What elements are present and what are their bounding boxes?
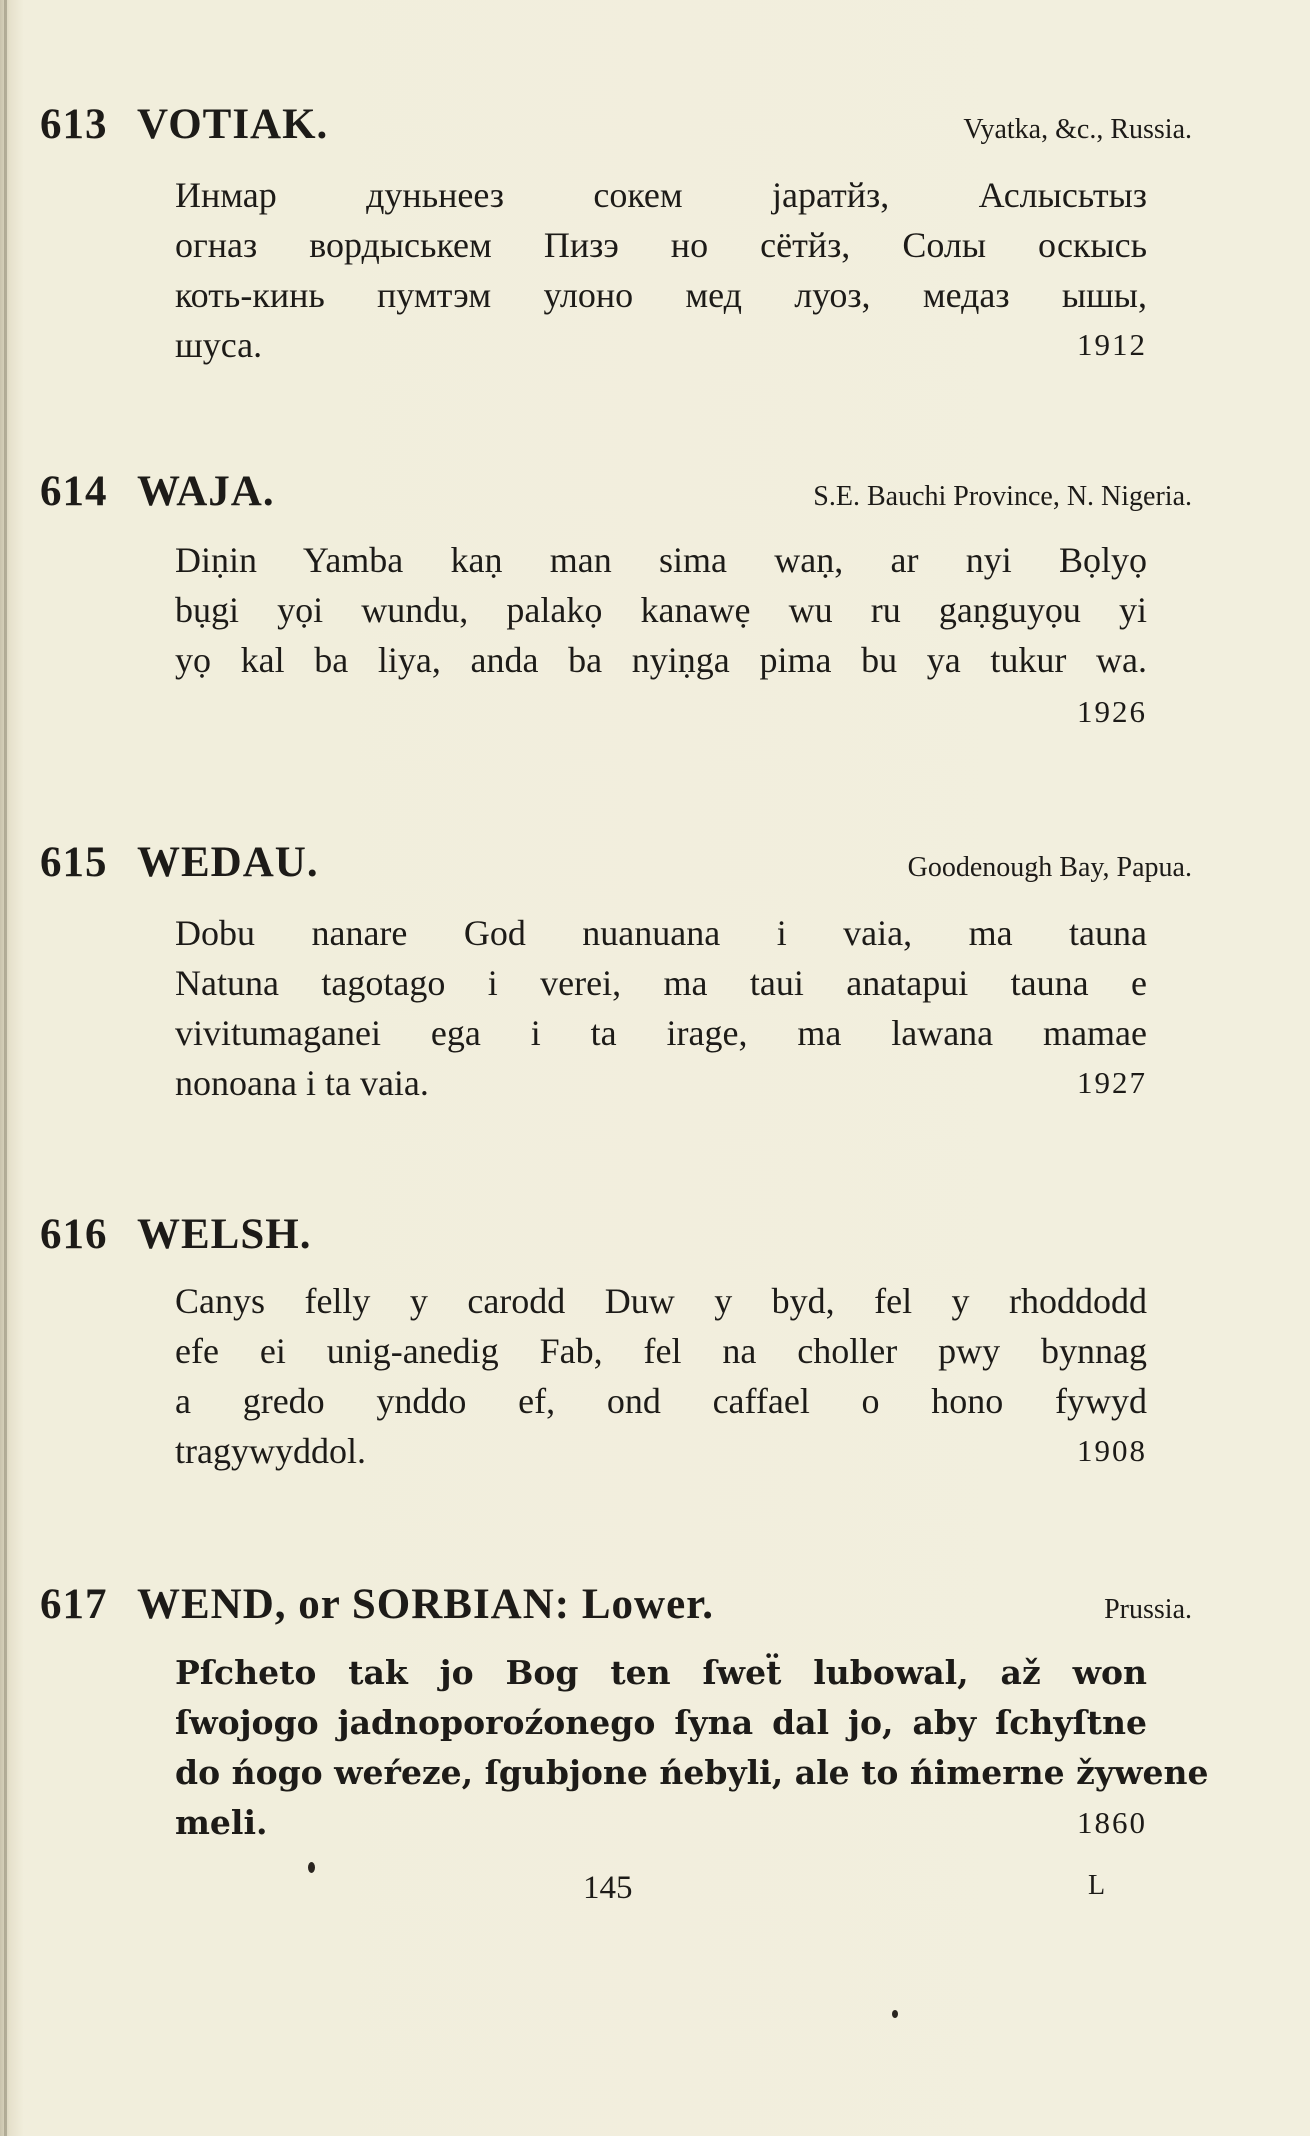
entry-number: 617 <box>40 1581 108 1628</box>
entry-heading <box>40 467 1192 516</box>
verse-line: шуса. <box>175 325 263 365</box>
verse-line: огназ вордыськем Пизэ но сётйз, Солы оскысь <box>175 225 1147 265</box>
verse-line: Инмар дуньнеез сокем јаратйз, Аслысьтыз <box>175 175 1147 215</box>
entry-heading <box>40 1580 1192 1629</box>
entry-number: 613 <box>40 101 108 148</box>
entry-heading <box>40 838 1192 887</box>
language-name: VOTIAK. <box>137 101 329 148</box>
verse-line: a gredo ynddo ef, ond caffael o hono fywyd <box>175 1381 1147 1421</box>
verse-text <box>175 1276 1147 1476</box>
page-footer <box>0 1870 1310 1910</box>
signature-mark: L <box>1088 1870 1106 1901</box>
verse-last-line <box>175 1426 1147 1476</box>
language-name: WEND, or SORBIAN: Lower. <box>137 1581 715 1628</box>
page-spine-edge <box>4 0 7 2136</box>
ink-speck <box>308 1862 315 1873</box>
entry-number: 614 <box>40 468 108 515</box>
entry-number: 615 <box>40 839 108 886</box>
year: 1908 <box>1077 1433 1147 1468</box>
verse-line: Pſcheto tak jo Bog ten ſweẗ lubowal, až won <box>175 1653 1147 1692</box>
page-number: 145 <box>583 1870 633 1906</box>
verse-line: yọ kal ba liya, anda ba nyiṇga pima bu ya tukur wa. <box>175 640 1147 680</box>
verse-last-line <box>175 1058 1147 1108</box>
region-label: Vyatka, &c., Russia. <box>963 114 1192 145</box>
verse-line: Diṇin Yamba kaṇ man sima waṇ, ar nyi Bọlyọ <box>175 540 1147 580</box>
verse-text <box>175 908 1147 1108</box>
verse-line: ſwojogo jadnoporoźonego ſyna dal jo, aby ſchyſtne <box>175 1703 1147 1742</box>
year: 1926 <box>1077 694 1147 729</box>
year: 1927 <box>1077 1065 1147 1100</box>
verse-line: коть-кинь пумтэм улоно мед луоз, медаз ышы, <box>175 275 1147 315</box>
entry-title <box>40 467 275 516</box>
verse-text <box>175 170 1147 370</box>
verse-line: vivitumaganei ega i ta irage, ma lawana mamae <box>175 1013 1147 1053</box>
verse-line: tragywyddol. <box>175 1431 366 1471</box>
language-name: WELSH. <box>137 1211 312 1258</box>
verse-line: meli. <box>175 1803 268 1842</box>
verse-line: bụgi yọi wundu, palakọ kanawẹ wu ru gaṇguyọu yi <box>175 590 1147 630</box>
verse-line: nonoana i ta vaia. <box>175 1063 429 1103</box>
entry-number: 616 <box>40 1211 108 1258</box>
verse-last-line <box>175 1798 1147 1848</box>
language-name: WEDAU. <box>137 839 319 886</box>
year: 1860 <box>1077 1805 1147 1840</box>
region-label: Goodenough Bay, Papua. <box>907 852 1192 883</box>
region-label: Prussia. <box>1104 1594 1192 1625</box>
entry-title <box>40 838 319 887</box>
region-label: S.E. Bauchi Province, N. Nigeria. <box>813 481 1192 512</box>
verse-last-line <box>175 320 1147 370</box>
year: 1912 <box>1077 327 1147 362</box>
verse-line: efe ei unig-anedig Fab, fel na choller pwy bynnag <box>175 1331 1147 1371</box>
entry-title <box>40 1580 714 1629</box>
entry-heading <box>40 100 1192 149</box>
entry-heading <box>40 1210 1192 1259</box>
verse-line: Dobu nanare God nuanuana i vaia, ma tauna <box>175 913 1147 953</box>
ink-speck <box>892 2010 898 2018</box>
entry-title <box>40 100 328 149</box>
verse-line: Canys felly y carodd Duw y byd, fel y rhoddodd <box>175 1281 1147 1321</box>
language-name: WAJA. <box>137 468 275 515</box>
year-line <box>175 685 1147 735</box>
entry-title <box>40 1210 311 1259</box>
verse-text <box>175 1648 1209 1848</box>
verse-text <box>175 535 1147 735</box>
verse-line: Natuna tagotago i verei, ma taui anatapui tauna e <box>175 963 1147 1003</box>
verse-line: do ńogo weŕeze, ſgubjone ńebyli, ale to ńimerne žywene <box>175 1753 1209 1792</box>
